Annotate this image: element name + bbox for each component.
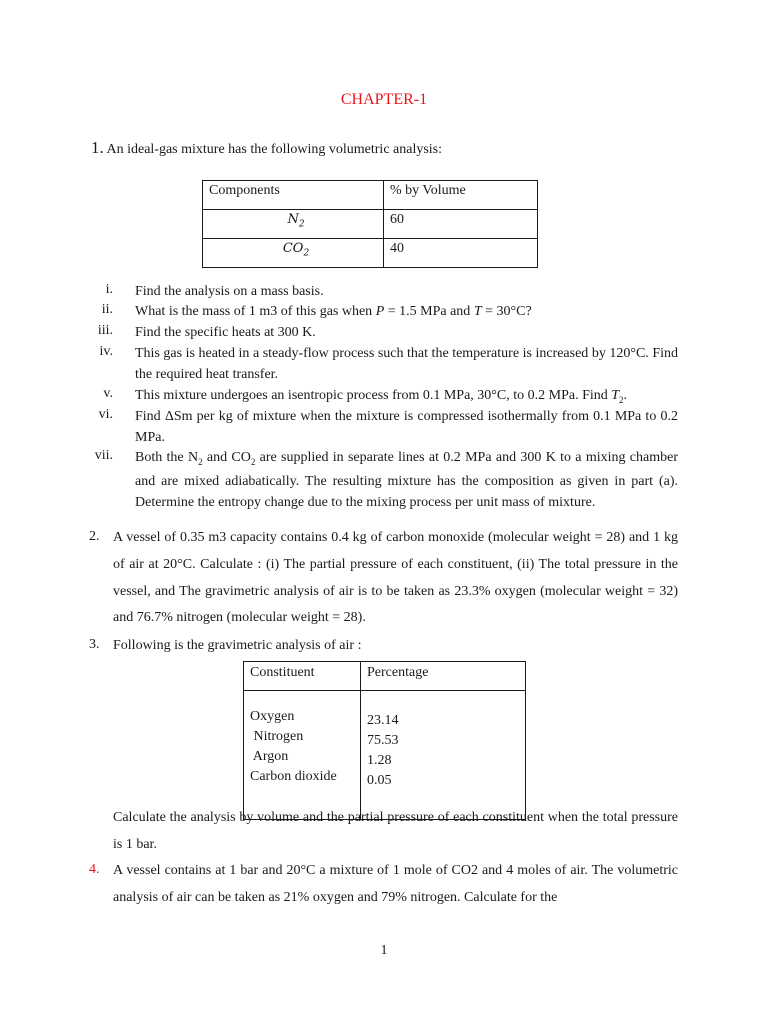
question-3-number: 3. bbox=[89, 637, 100, 652]
question-4-number: 4. bbox=[89, 862, 100, 877]
list-item-text: and CO bbox=[202, 450, 251, 465]
page-number: 1 bbox=[380, 943, 388, 958]
table-row bbox=[203, 239, 538, 268]
list-number: ii. bbox=[101, 302, 113, 317]
list-item: Find the analysis on a mass basis. bbox=[135, 284, 324, 299]
volumetric-analysis-table bbox=[202, 180, 538, 268]
list-item-text: = 1.5 MPa and bbox=[384, 304, 474, 319]
constituent-name: Oxygen bbox=[250, 709, 295, 724]
list-number: iv. bbox=[99, 344, 113, 359]
variable-symbol: P bbox=[375, 304, 385, 319]
list-item-text: This mixture undergoes an isentropic process from 0.1 MPa, 30°C, to 0.2 MPa. Find bbox=[135, 388, 612, 403]
list-item-text: are supplied in separate lines at 0.2 MPa and 300 K to a mixing chamber and are mixed adiabatically. The resulting mixture has the composition as given in part (a). Determine the entropy change due to the mixing process per unit mass of mixture. bbox=[135, 450, 678, 510]
variable-symbol: T bbox=[473, 304, 482, 319]
formula-subscript: 2 bbox=[198, 456, 203, 467]
value-cell: 60 bbox=[384, 210, 538, 239]
constituent-cell bbox=[244, 691, 361, 820]
question-1-number: 1. bbox=[91, 138, 104, 157]
table-header-row bbox=[203, 181, 538, 210]
question-2-text: A vessel of 0.35 m3 capacity contains 0.4 kg of carbon monoxide (molecular weight = 28) and 1 kg of air at 20°C. Calculate : (i) The partial pressure of each constituent, (ii) The total pressure in the vessel, and The gravimetric analysis of air is to be taken as 23.3% oxygen (molecular weight = 32) and 76.7% nitrogen (molecular weight = 28). bbox=[113, 530, 678, 626]
list-number: iii. bbox=[97, 323, 113, 338]
value-cell: 40 bbox=[384, 239, 538, 268]
question-1-intro bbox=[91, 138, 442, 158]
constituent-name: Nitrogen bbox=[250, 729, 304, 744]
component-subscript: 2 bbox=[298, 219, 305, 230]
formula-subscript: 2 bbox=[250, 456, 256, 467]
list-number: v. bbox=[103, 386, 113, 401]
list-item-text: = 30°C? bbox=[481, 304, 532, 319]
component-cell bbox=[203, 239, 384, 268]
component-symbol: N bbox=[287, 212, 299, 227]
table-header-cell: % by Volume bbox=[384, 181, 538, 210]
table-header-cell: Components bbox=[203, 181, 384, 210]
variable-symbol: T bbox=[611, 388, 620, 403]
list-number: vi. bbox=[98, 407, 113, 422]
table-header-cell: Constituent bbox=[244, 662, 361, 691]
list-number: i. bbox=[105, 282, 113, 297]
constituent-name: Argon bbox=[250, 749, 289, 764]
list-item bbox=[135, 302, 678, 323]
list-item bbox=[135, 448, 678, 513]
list-item-text: Both the N bbox=[135, 450, 199, 465]
component-symbol: CO bbox=[282, 241, 304, 256]
question-1-intro-text: An ideal-gas mixture has the following volumetric analysis: bbox=[106, 142, 443, 157]
chapter-title: CHAPTER-1 bbox=[340, 91, 428, 108]
list-number: vii. bbox=[94, 448, 113, 463]
list-item: Find ΔSm per kg of mixture when the mixture is compressed isothermally from 0.1 MPa to 0.2 MPa. bbox=[135, 409, 678, 445]
table-row bbox=[203, 210, 538, 239]
component-subscript: 2 bbox=[303, 248, 310, 259]
question-3-intro: Following is the gravimetric analysis of air : bbox=[113, 638, 362, 653]
list-item: This gas is heated in a steady-flow process such that the temperature is increased by 120°C. Find the required heat transfer. bbox=[135, 346, 678, 382]
gravimetric-analysis-table bbox=[243, 661, 526, 820]
percentage-value: 23.14 bbox=[367, 713, 399, 728]
variable-subscript: 2 bbox=[619, 394, 624, 405]
table-row bbox=[244, 691, 526, 820]
list-item: Find the specific heats at 300 K. bbox=[135, 325, 316, 340]
constituent-name: Carbon dioxide bbox=[250, 769, 337, 784]
table-header-cell: Percentage bbox=[361, 662, 526, 691]
percentage-value: 0.05 bbox=[367, 773, 392, 788]
percentage-value: 75.53 bbox=[367, 733, 399, 748]
list-item-text: What is the mass of 1 m3 of this gas when bbox=[135, 304, 376, 319]
list-item-text: . bbox=[623, 388, 628, 403]
question-3-followup: Calculate the analysis by volume and the partial pressure of each constituent when the total pressure is 1 bar. bbox=[113, 810, 678, 852]
table-header-row bbox=[244, 662, 526, 691]
component-cell bbox=[203, 210, 384, 239]
percentage-value: 1.28 bbox=[367, 753, 392, 768]
question-4-text: A vessel contains at 1 bar and 20°C a mixture of 1 mole of CO2 and 4 moles of air. The volumetric analysis of air can be taken as 21% oxygen and 79% nitrogen. Calculate for the bbox=[113, 863, 678, 905]
question-2-number: 2. bbox=[89, 529, 100, 544]
percentage-cell bbox=[361, 691, 526, 820]
